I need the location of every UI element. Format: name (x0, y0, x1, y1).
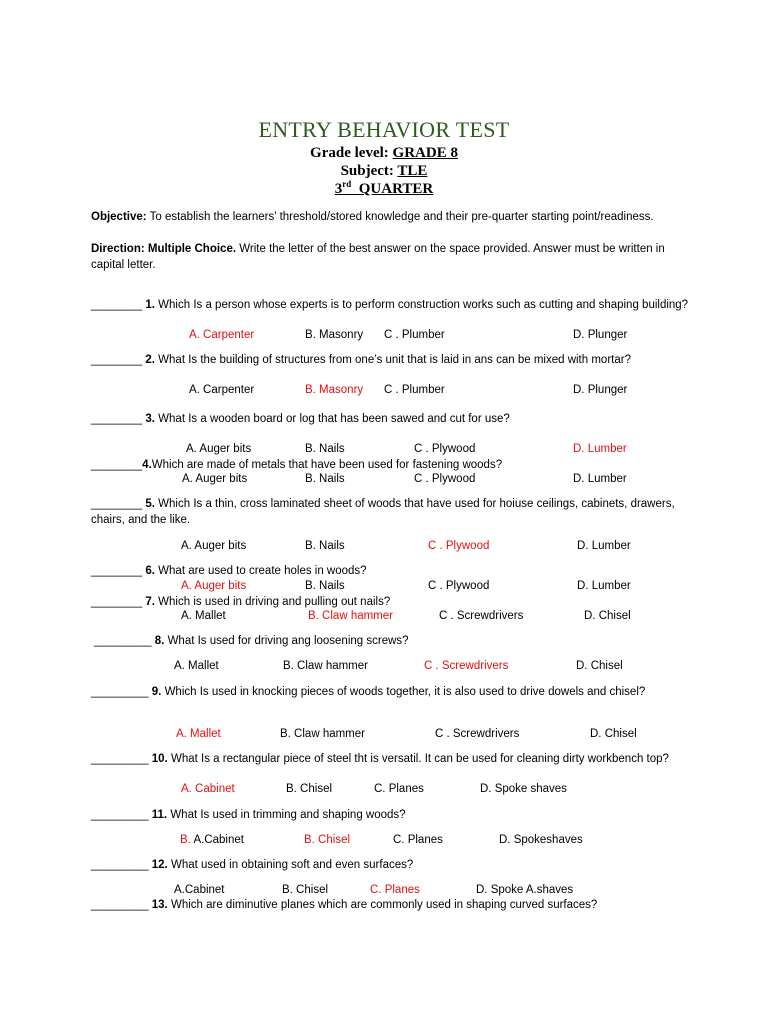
q2-option-c: C . Plumber (384, 384, 445, 396)
q3-option-d: D. Lumber (573, 443, 627, 455)
q2-option-b: B. Masonry (305, 384, 364, 396)
q12-option-d: D. Spoke A.shaves (476, 884, 574, 896)
grade-value: GRADE 8 (392, 145, 458, 161)
question-text: Which Is a thin, cross laminated sheet of woods that have used for hoiuse ceilings, cabinets, drawers, chairs, and the like. (91, 498, 675, 526)
question-12 (91, 857, 691, 873)
objective-text: To establish the learners’ threshold/stored knowledge and their pre-quarter starting point/readiness. (149, 211, 654, 223)
q9-option-b: B. Claw hammer (280, 728, 365, 740)
q6-option-a: A. Auger bits (181, 580, 247, 592)
q5-option-d: D. Lumber (577, 540, 631, 552)
answer-blank: _________ (91, 809, 149, 821)
answer-blank: _________ (91, 753, 149, 765)
q3-option-c: C . Plywood (414, 443, 476, 455)
question-3 (91, 411, 691, 427)
q8-option-a: A. Mallet (174, 660, 219, 672)
q10-option-b: B. Chisel (286, 783, 333, 795)
document-title: ENTRY BEHAVIOR TEST (258, 117, 510, 142)
q5-option-b: B. Nails (305, 540, 345, 552)
answer-blank: ________ (91, 299, 143, 311)
q7-option-b: B. Claw hammer (308, 610, 393, 622)
q8-option-c: C . Screwdrivers (424, 660, 509, 672)
question-text: What Is used in trimming and shaping woods? (170, 809, 406, 821)
q3-option-b: B. Nails (305, 443, 345, 455)
question-number: 6. (145, 565, 155, 577)
q10-option-d: D. Spoke shaves (480, 783, 567, 795)
question-number: 8. (154, 635, 165, 647)
question-number: 9. (151, 686, 162, 698)
q6-option-d: D. Lumber (577, 580, 631, 592)
question-text: Which are diminutive planes which are commonly used in shaping curved surfaces? (170, 899, 598, 911)
question-9 (91, 684, 691, 700)
q11-option-a-text: A.Cabinet (193, 834, 244, 846)
subject-label: Subject: (340, 163, 394, 179)
q4-option-a: A. Auger bits (182, 473, 248, 485)
q1-option-b: B. Masonry (305, 329, 364, 341)
question-10 (91, 751, 691, 767)
q2-option-a: A. Carpenter (189, 384, 255, 396)
q11-option-b: B. Chisel (304, 834, 351, 846)
answer-blank: ________ (91, 459, 143, 471)
q7-option-d: D. Chisel (584, 610, 631, 622)
question-number: 11. (151, 809, 168, 821)
q11-option-a (180, 832, 244, 848)
subject-value: TLE (397, 163, 428, 179)
question-text: What Is the building of structures from one’s unit that is laid in ans can be mixed with mortar? (158, 354, 631, 366)
q7-option-a: A. Mallet (181, 610, 226, 622)
title-block (0, 116, 768, 198)
quarter-heading (335, 181, 433, 197)
question-text: What Is used for driving ang loosening screws? (167, 635, 409, 647)
answer-blank: ________ (91, 596, 143, 608)
question-number: 1. (145, 299, 155, 311)
answer-blank: _________ (91, 859, 149, 871)
grade-line (0, 144, 768, 162)
answer-blank: ________ (91, 498, 143, 510)
quarter-number: 3 (334, 181, 343, 197)
question-number: 3. (145, 413, 155, 425)
q3-option-a: A. Auger bits (186, 443, 252, 455)
q11-option-d: D. Spokeshaves (499, 834, 583, 846)
question-2 (91, 352, 691, 368)
question-5 (91, 496, 691, 528)
answer-blank: _________ (94, 635, 152, 647)
question-11 (91, 807, 691, 823)
question-text: Which Is a person whose experts is to perform construction works such as cutting and shaping building? (158, 299, 689, 311)
q4-option-c: C . Plywood (414, 473, 476, 485)
question-6 (91, 563, 691, 579)
q8-option-b: B. Claw hammer (283, 660, 368, 672)
q10-option-a: A. Cabinet (181, 783, 235, 795)
answer-blank: _________ (91, 899, 149, 911)
question-number: 10. (151, 753, 168, 765)
q5-option-a: A. Auger bits (181, 540, 247, 552)
quarter-line (0, 180, 768, 198)
question-number: 7. (145, 596, 155, 608)
q5-option-c: C . Plywood (428, 540, 490, 552)
q6-option-b: B. Nails (305, 580, 345, 592)
q7-option-c: C . Screwdrivers (439, 610, 524, 622)
question-1 (91, 297, 691, 313)
question-number: 13. (151, 899, 168, 911)
answer-blank: ________ (91, 354, 143, 366)
q9-option-d: D. Chisel (590, 728, 637, 740)
q4-option-b: B. Nails (305, 473, 345, 485)
grade-label: Grade level: (310, 145, 389, 161)
q6-option-c: C . Plywood (428, 580, 490, 592)
question-text: Which Is used in knocking pieces of woods together, it is also used to drive dowels and chisel? (164, 686, 646, 698)
q12-option-a: A.Cabinet (174, 884, 225, 896)
question-text: What Is a rectangular piece of steel tht is versatil. It can be used for cleaning dirty workbench top? (170, 753, 669, 765)
direction-paragraph (91, 241, 691, 273)
q1-option-c: C . Plumber (384, 329, 445, 341)
answer-blank: ________ (91, 565, 143, 577)
q8-option-d: D. Chisel (576, 660, 623, 672)
question-13 (91, 897, 691, 913)
question-number: 4. (142, 459, 152, 471)
question-text: What used in obtaining soft and even surfaces? (170, 859, 414, 871)
direction-text: Write the letter of the best answer on the space provided. Answer must be written in capital letter. (91, 243, 665, 271)
quarter-ordinal: rd (342, 179, 352, 189)
q1-option-d: D. Plunger (573, 329, 628, 341)
q9-option-a: A. Mallet (176, 728, 221, 740)
q1-option-a: A. Carpenter (189, 329, 255, 341)
question-number: 2. (145, 354, 155, 366)
q4-option-d: D. Lumber (573, 473, 627, 485)
question-text: What Is a wooden board or log that has been sawed and cut for use? (158, 413, 510, 425)
question-text: Which are made of metals that have been used for fastening woods? (151, 459, 503, 471)
q11-option-c: C. Planes (393, 834, 443, 846)
question-text: Which is used in driving and pulling out nails? (158, 596, 391, 608)
answer-blank: _________ (91, 686, 149, 698)
question-number: 12. (151, 859, 168, 871)
objective-paragraph (91, 209, 691, 225)
question-text: What are used to create holes in woods? (158, 565, 367, 577)
answer-blank: ________ (91, 413, 143, 425)
q2-option-d: D. Plunger (573, 384, 628, 396)
question-8 (94, 633, 694, 649)
q12-option-b: B. Chisel (282, 884, 329, 896)
q12-option-c: C. Planes (370, 884, 420, 896)
objective-label: Objective: (91, 211, 147, 223)
subject-line (0, 162, 768, 180)
question-number: 5. (145, 498, 155, 510)
q9-option-c: C . Screwdrivers (435, 728, 520, 740)
direction-label: Direction: Multiple Choice. (91, 243, 237, 255)
q10-option-c: C. Planes (374, 783, 424, 795)
quarter-word: QUARTER (358, 181, 434, 197)
q11-answer-letter: B. (180, 834, 191, 846)
